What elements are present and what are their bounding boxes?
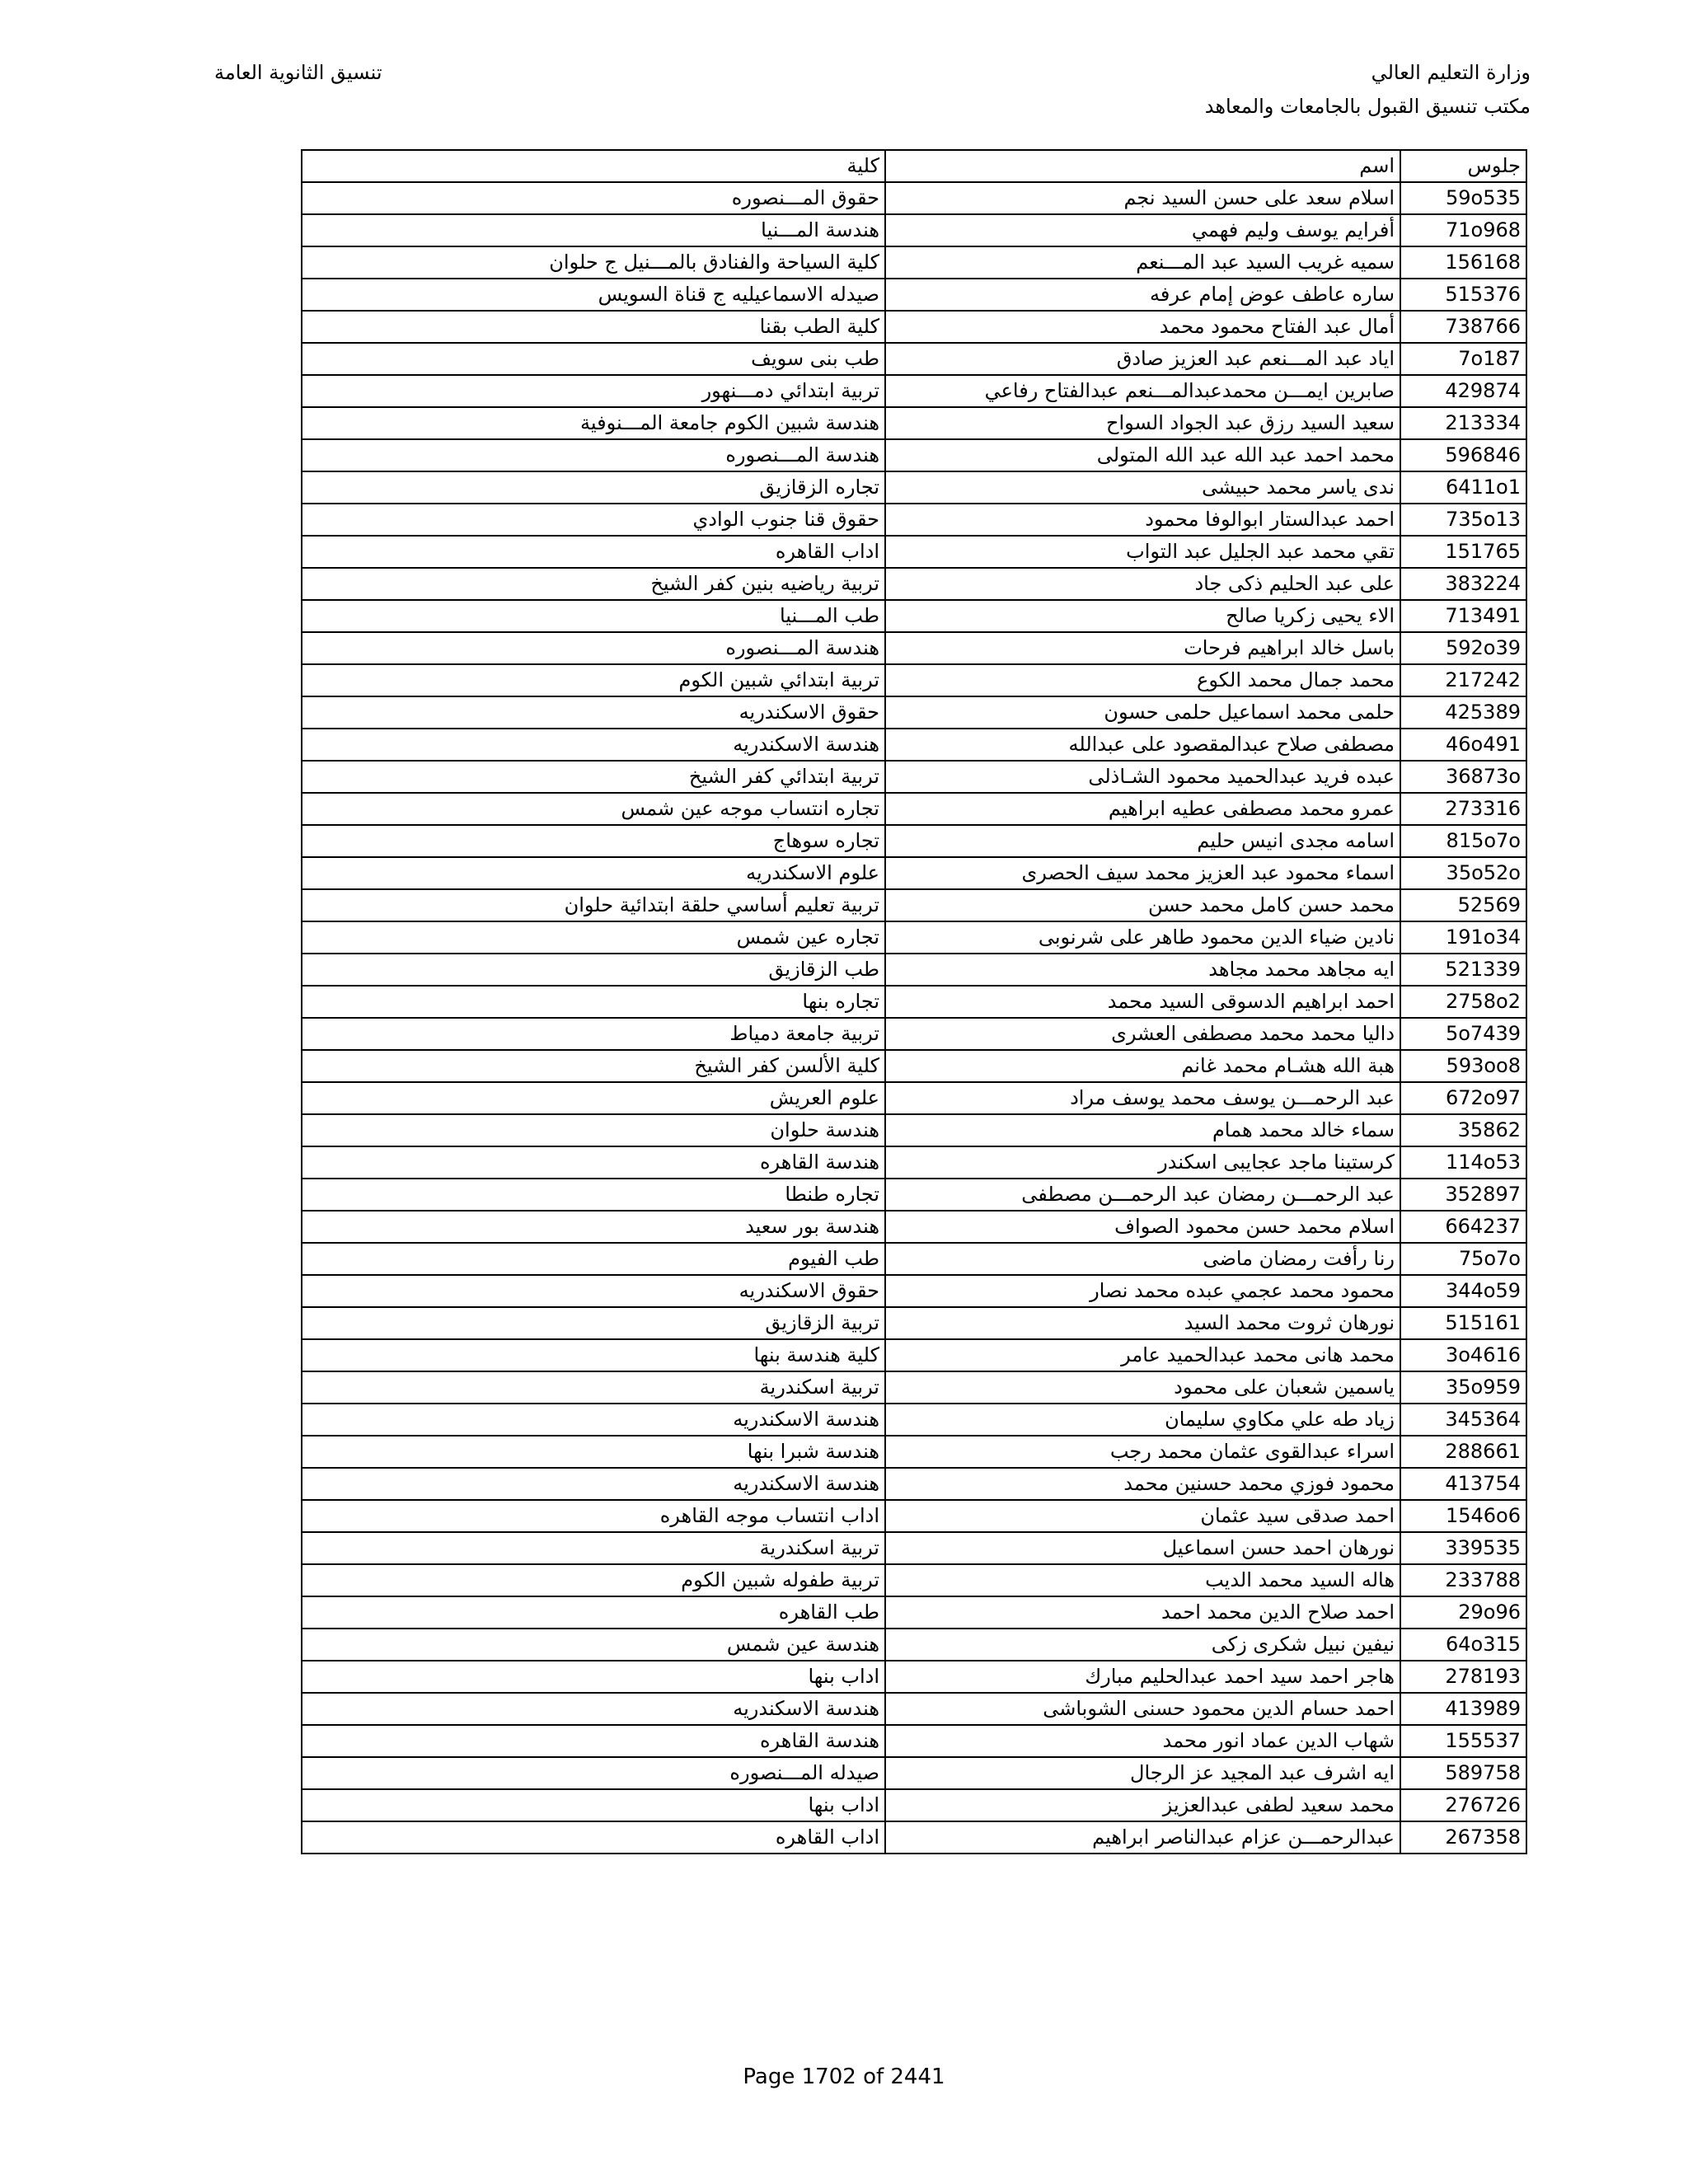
name-cell: اسلام محمد حسن محمود الصواف: [885, 1211, 1400, 1243]
faculty-cell: طب القاهره: [302, 1596, 885, 1629]
name-cell: داليا محمد محمد مصطفى العشرى: [885, 1018, 1400, 1050]
name-cell: هبة الله هشـام محمد غانم: [885, 1050, 1400, 1082]
faculty-cell: كلية السياحة والفنادق بالمـــنيل ج حلوان: [302, 246, 885, 279]
table-row: [302, 1179, 1526, 1211]
table-row: [302, 1082, 1526, 1114]
faculty-cell: تجاره الزقازيق: [302, 471, 885, 504]
table-row: [302, 311, 1526, 343]
seat-cell: 35o52o: [1400, 857, 1526, 889]
faculty-cell: هندسة الاسكندريه: [302, 1404, 885, 1436]
table-row: [302, 1789, 1526, 1821]
faculty-cell: طب بنى سويف: [302, 343, 885, 375]
table-row: [302, 1629, 1526, 1661]
table-row: [302, 407, 1526, 439]
results-table: [301, 149, 1527, 1854]
name-cell: عبد الرحمـــن رمضان عبد الرحمـــن مصطفى: [885, 1179, 1400, 1211]
table-row: [302, 214, 1526, 246]
seat-cell: 155537: [1400, 1725, 1526, 1757]
seat-cell: 46o491: [1400, 729, 1526, 761]
table-row: [302, 439, 1526, 471]
faculty-cell: تربية تعليم أساسي حلقة ابتدائية حلوان: [302, 889, 885, 921]
name-cell: احمد ابراهيم الدسوقى السيد محمد: [885, 986, 1400, 1018]
table-row: [302, 664, 1526, 696]
name-cell: ساره عاطف عوض إمام عرفه: [885, 279, 1400, 311]
faculty-cell: حقوق الاسكندريه: [302, 1275, 885, 1307]
name-cell: نورهان ثروت محمد السيد: [885, 1307, 1400, 1339]
faculty-cell: صيدله الاسماعيليه ج قناة السويس: [302, 279, 885, 311]
name-cell: الاء يحيى زكريا صالح: [885, 600, 1400, 632]
seat-cell: 151765: [1400, 536, 1526, 568]
table-row: [302, 568, 1526, 600]
table-row: [302, 1307, 1526, 1339]
faculty-cell: صيدله المـــنصوره: [302, 1757, 885, 1789]
name-cell: على عبد الحليم ذكى جاد: [885, 568, 1400, 600]
name-cell: كرستينا ماجد عجايبى اسكندر: [885, 1146, 1400, 1179]
table-row: [302, 1436, 1526, 1468]
name-cell: احمد صلاح الدين محمد احمد: [885, 1596, 1400, 1629]
faculty-cell: اداب انتساب موجه القاهره: [302, 1500, 885, 1532]
faculty-cell: طب المـــنيا: [302, 600, 885, 632]
table-row: [302, 825, 1526, 857]
faculty-cell: اداب القاهره: [302, 536, 885, 568]
table-row: [302, 1275, 1526, 1307]
faculty-cell: تجاره عين شمس: [302, 921, 885, 954]
name-cell: ندى ياسر محمد حبيشى: [885, 471, 1400, 504]
seat-cell: 413989: [1400, 1693, 1526, 1725]
faculty-cell: هندسة الاسكندريه: [302, 1468, 885, 1500]
table-row: [302, 1211, 1526, 1243]
table-row: [302, 536, 1526, 568]
name-cell: عبدالرحمـــن عزام عبدالناصر ابراهيم: [885, 1821, 1400, 1854]
seat-cell: 2758o2: [1400, 986, 1526, 1018]
faculty-cell: اداب القاهره: [302, 1821, 885, 1854]
faculty-cell: تربية اسكندرية: [302, 1371, 885, 1404]
name-cell: نورهان احمد حسن اسماعيل: [885, 1532, 1400, 1564]
header-ministry: وزارة التعليم العالي: [1371, 61, 1531, 84]
header-office: مكتب تنسيق القبول بالجامعات والمعاهد: [1204, 95, 1531, 118]
table-row: [302, 1114, 1526, 1146]
faculty-cell: تجاره سوهاج: [302, 825, 885, 857]
seat-cell: 52569: [1400, 889, 1526, 921]
table-row: [302, 1821, 1526, 1854]
seat-cell: 213334: [1400, 407, 1526, 439]
seat-cell: 29o96: [1400, 1596, 1526, 1629]
seat-cell: 515376: [1400, 279, 1526, 311]
faculty-cell: علوم الاسكندريه: [302, 857, 885, 889]
column-header-faculty: كلية: [302, 150, 885, 182]
seat-cell: 276726: [1400, 1789, 1526, 1821]
seat-cell: 425389: [1400, 696, 1526, 729]
name-cell: ايه مجاهد محمد مجاهد: [885, 954, 1400, 986]
faculty-cell: اداب بنها: [302, 1661, 885, 1693]
table-row: [302, 1468, 1526, 1500]
name-cell: محمد سعيد لطفى عبدالعزيز: [885, 1789, 1400, 1821]
seat-cell: 352897: [1400, 1179, 1526, 1211]
faculty-cell: هندسة القاهره: [302, 1146, 885, 1179]
table-row: [302, 729, 1526, 761]
seat-cell: 672o97: [1400, 1082, 1526, 1114]
seat-cell: 64o315: [1400, 1629, 1526, 1661]
seat-cell: 35o959: [1400, 1371, 1526, 1404]
faculty-cell: هندسة المـــنصوره: [302, 632, 885, 664]
table-row: [302, 857, 1526, 889]
table-row: [302, 761, 1526, 793]
seat-cell: 1546o6: [1400, 1500, 1526, 1532]
seat-cell: 383224: [1400, 568, 1526, 600]
seat-cell: 738766: [1400, 311, 1526, 343]
seat-cell: 593oo8: [1400, 1050, 1526, 1082]
faculty-cell: تربية جامعة دمياط: [302, 1018, 885, 1050]
seat-cell: 233788: [1400, 1564, 1526, 1596]
table-row: [302, 1757, 1526, 1789]
seat-cell: 191o34: [1400, 921, 1526, 954]
name-cell: اسلام سعد على حسن السيد نجم: [885, 182, 1400, 214]
table-row: [302, 343, 1526, 375]
seat-cell: 596846: [1400, 439, 1526, 471]
name-cell: مصطفى صلاح عبدالمقصود على عبدالله: [885, 729, 1400, 761]
header-coordination: تنسيق الثانوية العامة: [214, 61, 382, 84]
faculty-cell: علوم العريش: [302, 1082, 885, 1114]
table-row: [302, 954, 1526, 986]
seat-cell: 815o7o: [1400, 825, 1526, 857]
table-row: [302, 375, 1526, 407]
name-cell: صابرين ايمـــن محمدعبدالمـــنعم عبدالفتاح رفاعي: [885, 375, 1400, 407]
table-row: [302, 246, 1526, 279]
table-row: [302, 1661, 1526, 1693]
faculty-cell: هندسة عين شمس: [302, 1629, 885, 1661]
seat-cell: 344o59: [1400, 1275, 1526, 1307]
table-row: [302, 1018, 1526, 1050]
name-cell: نادين ضياء الدين محمود طاهر على شرنوبى: [885, 921, 1400, 954]
faculty-cell: كلية الطب بقنا: [302, 311, 885, 343]
name-cell: احمد صدقى سيد عثمان: [885, 1500, 1400, 1532]
seat-cell: 713491: [1400, 600, 1526, 632]
table-row: [302, 600, 1526, 632]
name-cell: نيفين نبيل شكرى زكى: [885, 1629, 1400, 1661]
faculty-cell: هندسة المـــنيا: [302, 214, 885, 246]
faculty-cell: تربية ابتدائي كفر الشيخ: [302, 761, 885, 793]
name-cell: رنا رأفت رمضان ماضى: [885, 1243, 1400, 1275]
faculty-cell: هندسة المـــنصوره: [302, 439, 885, 471]
table-row: [302, 1339, 1526, 1371]
faculty-cell: حقوق قنا جنوب الوادي: [302, 504, 885, 536]
seat-cell: 278193: [1400, 1661, 1526, 1693]
seat-cell: 429874: [1400, 375, 1526, 407]
table-row: [302, 1050, 1526, 1082]
name-cell: عبده فريد عبدالحميد محمود الشـاذلى: [885, 761, 1400, 793]
name-cell: هاله السيد محمد الديب: [885, 1564, 1400, 1596]
seat-cell: 114o53: [1400, 1146, 1526, 1179]
seat-cell: 521339: [1400, 954, 1526, 986]
seat-cell: 59o535: [1400, 182, 1526, 214]
table-row: [302, 1371, 1526, 1404]
table-row: [302, 889, 1526, 921]
faculty-cell: طب الفيوم: [302, 1243, 885, 1275]
seat-cell: 339535: [1400, 1532, 1526, 1564]
name-cell: احمد عبدالستار ابوالوفا محمود: [885, 504, 1400, 536]
column-header-seat: جلوس: [1400, 150, 1526, 182]
seat-cell: 3o4616: [1400, 1339, 1526, 1371]
name-cell: محمد جمال محمد الكوع: [885, 664, 1400, 696]
name-cell: محمود فوزي محمد حسنين محمد: [885, 1468, 1400, 1500]
name-cell: محمد حسن كامل محمد حسن: [885, 889, 1400, 921]
faculty-cell: تربية طفوله شبين الكوم: [302, 1564, 885, 1596]
table-row: [302, 182, 1526, 214]
name-cell: اسامه مجدى انيس حليم: [885, 825, 1400, 857]
table-row: [302, 1596, 1526, 1629]
seat-cell: 75o7o: [1400, 1243, 1526, 1275]
seat-cell: 6411o1: [1400, 471, 1526, 504]
seat-cell: 7o187: [1400, 343, 1526, 375]
table-header-row: [302, 150, 1526, 182]
faculty-cell: هندسة شبرا بنها: [302, 1436, 885, 1468]
table-row: [302, 1564, 1526, 1596]
faculty-cell: تربية ابتدائي دمـــنهور: [302, 375, 885, 407]
name-cell: احمد حسام الدين محمود حسنى الشوباشى: [885, 1693, 1400, 1725]
faculty-cell: هندسة شبين الكوم جامعة المـــنوفية: [302, 407, 885, 439]
seat-cell: 413754: [1400, 1468, 1526, 1500]
name-cell: سماء خالد محمد همام: [885, 1114, 1400, 1146]
name-cell: سميه غريب السيد عبد المـــنعم: [885, 246, 1400, 279]
seat-cell: 267358: [1400, 1821, 1526, 1854]
table-row: [302, 1500, 1526, 1532]
faculty-cell: تجاره انتساب موجه عين شمس: [302, 793, 885, 825]
name-cell: عمرو محمد مصطفى عطيه ابراهيم: [885, 793, 1400, 825]
table-row: [302, 632, 1526, 664]
faculty-cell: هندسة حلوان: [302, 1114, 885, 1146]
page-number: Page 1702 of 2441: [743, 2064, 945, 2089]
faculty-cell: حقوق الاسكندريه: [302, 696, 885, 729]
table-row: [302, 279, 1526, 311]
name-cell: محمد احمد عبد الله عبد الله المتولى: [885, 439, 1400, 471]
faculty-cell: تربية ابتدائي شبين الكوم: [302, 664, 885, 696]
seat-cell: 589758: [1400, 1757, 1526, 1789]
seat-cell: 735o13: [1400, 504, 1526, 536]
seat-cell: 515161: [1400, 1307, 1526, 1339]
faculty-cell: تربية اسكندرية: [302, 1532, 885, 1564]
seat-cell: 35862: [1400, 1114, 1526, 1146]
column-header-name: اسم: [885, 150, 1400, 182]
faculty-cell: هندسة بور سعيد: [302, 1211, 885, 1243]
faculty-cell: اداب بنها: [302, 1789, 885, 1821]
seat-cell: 217242: [1400, 664, 1526, 696]
table-row: [302, 504, 1526, 536]
name-cell: اسماء محمود عبد العزيز محمد سيف الحصرى: [885, 857, 1400, 889]
name-cell: اياد عبد المـــنعم عبد العزيز صادق: [885, 343, 1400, 375]
name-cell: محمود محمد عجمي عبده محمد نصار: [885, 1275, 1400, 1307]
seat-cell: 5o7439: [1400, 1018, 1526, 1050]
name-cell: زياد طه علي مكاوي سليمان: [885, 1404, 1400, 1436]
table-row: [302, 921, 1526, 954]
faculty-cell: كلية الألسن كفر الشيخ: [302, 1050, 885, 1082]
faculty-cell: حقوق المـــنصوره: [302, 182, 885, 214]
seat-cell: 273316: [1400, 793, 1526, 825]
results-body: [302, 150, 1526, 1854]
faculty-cell: طب الزقازيق: [302, 954, 885, 986]
faculty-cell: تجاره طنطا: [302, 1179, 885, 1211]
name-cell: شهاب الدين عماد انور محمد: [885, 1725, 1400, 1757]
table-row: [302, 696, 1526, 729]
seat-cell: 71o968: [1400, 214, 1526, 246]
name-cell: ياسمين شعبان على محمود: [885, 1371, 1400, 1404]
faculty-cell: كلية هندسة بنها: [302, 1339, 885, 1371]
faculty-cell: هندسة الاسكندريه: [302, 1693, 885, 1725]
name-cell: عبد الرحمـــن يوسف محمد يوسف مراد: [885, 1082, 1400, 1114]
table-row: [302, 1725, 1526, 1757]
seat-cell: 36873o: [1400, 761, 1526, 793]
seat-cell: 288661: [1400, 1436, 1526, 1468]
name-cell: محمد هانى محمد عبدالحميد عامر: [885, 1339, 1400, 1371]
faculty-cell: تجاره بنها: [302, 986, 885, 1018]
table-row: [302, 1404, 1526, 1436]
name-cell: تقي محمد عبد الجليل عبد التواب: [885, 536, 1400, 568]
name-cell: باسل خالد ابراهيم فرحات: [885, 632, 1400, 664]
table-row: [302, 1243, 1526, 1275]
table-row: [302, 1693, 1526, 1725]
seat-cell: 345364: [1400, 1404, 1526, 1436]
table-row: [302, 1146, 1526, 1179]
faculty-cell: هندسة القاهره: [302, 1725, 885, 1757]
name-cell: اسراء عبدالقوى عثمان محمد رجب: [885, 1436, 1400, 1468]
table-row: [302, 793, 1526, 825]
seat-cell: 592o39: [1400, 632, 1526, 664]
faculty-cell: تربية الزقازيق: [302, 1307, 885, 1339]
name-cell: ايه اشرف عبد المجيد عز الرجال: [885, 1757, 1400, 1789]
name-cell: أمال عبد الفتاح محمود محمد: [885, 311, 1400, 343]
name-cell: هاجر احمد سيد احمد عبدالحليم مبارك: [885, 1661, 1400, 1693]
table-row: [302, 986, 1526, 1018]
name-cell: سعيد السيد رزق عبد الجواد السواح: [885, 407, 1400, 439]
name-cell: حلمى محمد اسماعيل حلمى حسون: [885, 696, 1400, 729]
table-row: [302, 1532, 1526, 1564]
faculty-cell: تربية رياضيه بنين كفر الشيخ: [302, 568, 885, 600]
table-row: [302, 471, 1526, 504]
name-cell: أفرايم يوسف وليم فهمي: [885, 214, 1400, 246]
seat-cell: 156168: [1400, 246, 1526, 279]
faculty-cell: هندسة الاسكندريه: [302, 729, 885, 761]
seat-cell: 664237: [1400, 1211, 1526, 1243]
